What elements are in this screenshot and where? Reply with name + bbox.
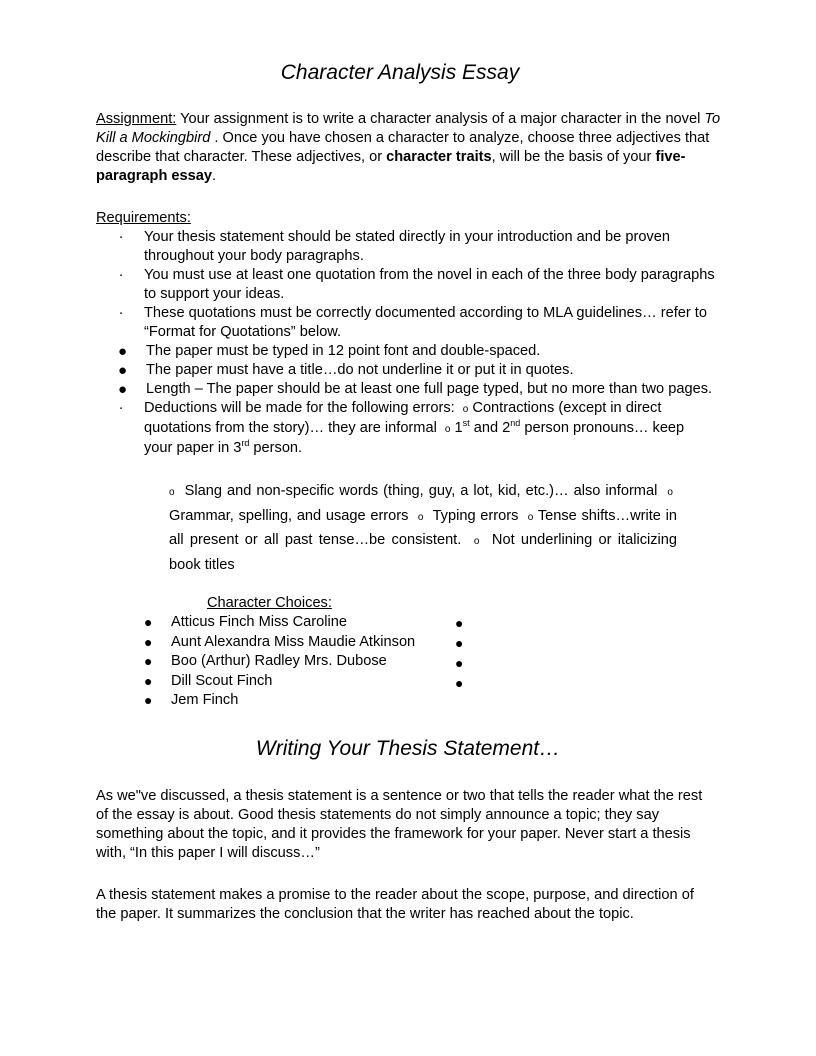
- list-item: ● Length – The paper should be at least one full page typed, but no more than two pages.: [118, 381, 713, 398]
- deduction-contractions: Contractions (except in direct quotations from the story)… they are informal: [144, 400, 662, 436]
- requirements-heading: Requirements:: [96, 210, 191, 226]
- bullet-icon: ●: [455, 615, 464, 631]
- superscript: st: [462, 418, 470, 428]
- requirement-text: The paper must have a title…do not underline it or put it in quotes.: [146, 362, 574, 378]
- assignment-text: .: [212, 168, 217, 184]
- deduction-pronouns: and 2: [469, 420, 511, 436]
- deduction-tense: Tense shifts…write in all present or all past tense…be consistent.: [169, 507, 677, 548]
- bullet-icon: ●: [455, 655, 464, 671]
- list-item: ● Aunt Alexandra Miss Maudie Atkinson: [144, 633, 416, 650]
- assignment-text: Your assignment is to write a character analysis of a major character in the novel: [176, 111, 705, 127]
- list-item: ● Jem Finch: [144, 692, 239, 708]
- requirement-text: The paper must be typed in 12 point font and double-spaced.: [146, 343, 541, 359]
- thesis-section-title: Writing Your Thesis Statement…: [255, 737, 561, 760]
- list-item: · These quotations must be correctly documented according to MLA guidelines… refer to “Format for Quotations” below.: [118, 305, 707, 340]
- character-choice: Boo (Arthur) Radley Mrs. Dubose: [171, 653, 387, 669]
- list-item: · You must use at least one quotation from the novel in each of the three body paragraphs to support your ideas.: [118, 267, 715, 302]
- character-traits-term: character traits: [386, 149, 492, 165]
- bullet-icon: ●: [455, 635, 464, 651]
- assignment-paragraph: [96, 110, 721, 186]
- deductions-intro: Deductions will be made for the following errors:: [144, 400, 455, 416]
- character-choice: Jem Finch: [171, 692, 239, 708]
- requirements-list: [96, 228, 716, 458]
- superscript: rd: [241, 438, 250, 448]
- assignment-text: , will be the basis of your: [491, 149, 656, 165]
- list-item: · Your thesis statement should be stated directly in your introduction and be proven throughout your body paragraphs.: [118, 229, 670, 264]
- deduction-pronouns: person pronouns… keep your paper in 3: [144, 420, 685, 456]
- thesis-paragraph-2: A thesis statement makes a promise to the reader about the scope, purpose, and direction of the paper. It summarizes the conclusion that the writer has reached about the topic.: [96, 887, 694, 922]
- character-choice: Atticus Finch Miss Caroline: [171, 614, 347, 630]
- deduction-slang: Slang and non-specific words (thing, guy, a lot, kid, etc.)… also informal: [184, 483, 658, 499]
- list-item: ● The paper must be typed in 12 point font and double-spaced.: [118, 343, 541, 360]
- deduction-grammar: Grammar, spelling, and usage errors: [169, 507, 409, 524]
- five-paragraph-essay-term: five-paragraph essay: [96, 149, 686, 184]
- requirement-text: You must use at least one quotation from the novel in each of the three body paragraphs to support your ideas.: [144, 267, 715, 302]
- assignment-label: Assignment:: [96, 111, 177, 127]
- assignment-text: . Once you have chosen a character to analyze, choose three adjectives that describe that character. These adjectives, or: [96, 130, 710, 165]
- deduction-pronouns: 1: [454, 420, 463, 436]
- list-item: · Deductions will be made for the following errors: o Contractions (except in direct quotations from the story)… they are informal o 1st and 2nd person pronouns… keep your paper in 3rd person.: [118, 400, 685, 456]
- superscript: nd: [510, 418, 521, 428]
- list-item: ● Atticus Finch Miss Caroline: [144, 614, 347, 630]
- character-choice: Dill Scout Finch: [171, 672, 273, 689]
- list-item: ● The paper must have a title…do not underline it or put it in quotes.: [118, 362, 574, 379]
- list-item: ● Boo (Arthur) Radley Mrs. Dubose: [144, 653, 387, 669]
- deduction-pronouns: person.: [249, 440, 303, 456]
- page-title: Character Analysis Essay: [280, 61, 520, 84]
- deduction-underlining: Not underlining or italicizing book titles: [169, 532, 678, 573]
- deductions-sublist: o Slang and non-specific words (thing, guy, a lot, kid, etc.)… also informal o Grammar, spelling, and usage errors o Typing errors o Tense shifts…write in all present or all past tense…be consistent. o Not underlining or italicizing book titles: [169, 483, 678, 573]
- character-choices-heading: Character Choices:: [207, 595, 332, 611]
- character-choice: Aunt Alexandra Miss Maudie Atkinson: [171, 633, 416, 650]
- bullet-icon: ●: [455, 675, 464, 691]
- requirement-text: Length – The paper should be at least one full page typed, but no more than two pages.: [146, 381, 713, 397]
- deduction-typing: Typing errors: [432, 507, 519, 524]
- character-choices-list: [140, 613, 470, 711]
- requirement-text: Your thesis statement should be stated directly in your introduction and be proven throughout your body paragraphs.: [144, 229, 670, 264]
- requirement-text: These quotations must be correctly documented according to MLA guidelines… refer to “Format for Quotations” below.: [144, 305, 707, 340]
- novel-title: To Kill a Mockingbird: [96, 111, 721, 146]
- list-item: ● Dill Scout Finch: [144, 672, 273, 689]
- thesis-paragraph-1: As we"ve discussed, a thesis statement is a sentence or two that tells the reader what the rest of the essay is about. Good thesis statements do not simply announce a topic; they say something about the topic, and it provides the framework for your paper. Never start a thesis with, “In this paper I will discuss…”: [96, 788, 703, 861]
